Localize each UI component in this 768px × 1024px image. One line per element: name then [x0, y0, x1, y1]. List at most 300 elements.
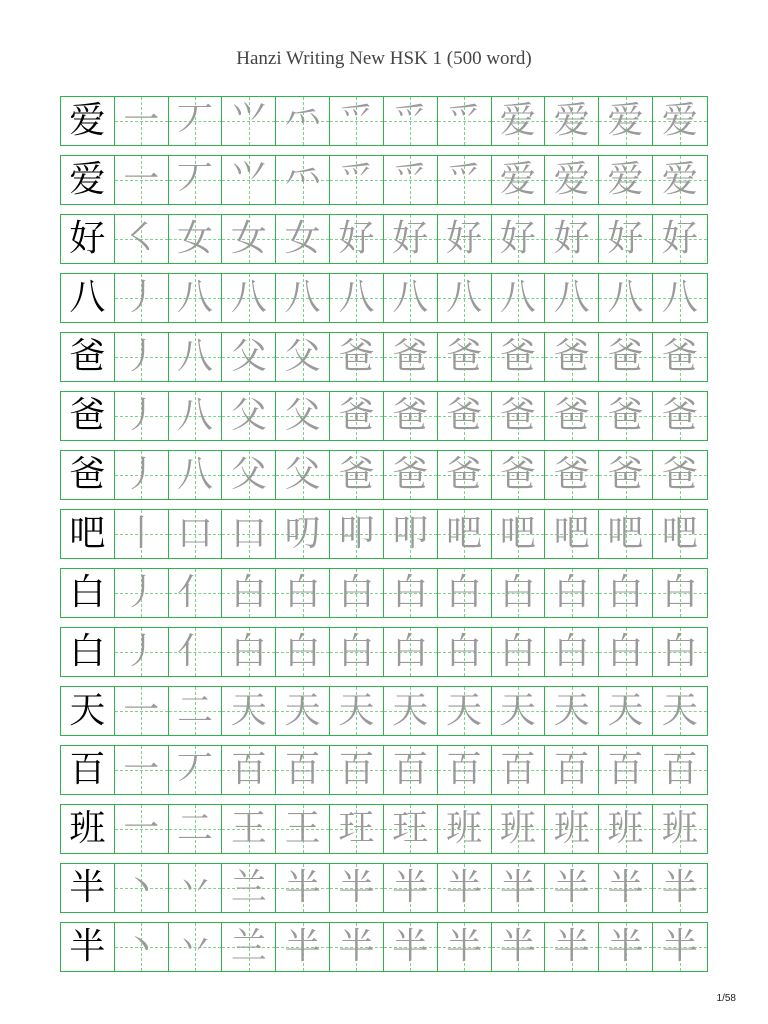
stroke-step-cell: [653, 392, 707, 440]
practice-row: [60, 686, 708, 736]
stroke-step-cell: [115, 97, 169, 145]
stroke-step-cell: [115, 333, 169, 381]
stroke-step-cell: [384, 274, 438, 322]
stroke-step-cell: [169, 569, 223, 617]
stroke-step-glyph: 百: [230, 749, 267, 790]
stroke-step-cell: [384, 333, 438, 381]
stroke-step-cell: [545, 274, 599, 322]
stroke-step-cell: [653, 97, 707, 145]
stroke-step-glyph: 吧: [607, 513, 644, 554]
stroke-step-glyph: 半: [661, 926, 698, 967]
stroke-step-cell: [115, 451, 169, 499]
stroke-step-glyph: 半: [553, 926, 590, 967]
stroke-step-cell: [222, 864, 276, 912]
stroke-step-glyph: 爸: [607, 336, 644, 377]
stroke-step-glyph: 父: [230, 454, 267, 495]
stroke-step-cell: [438, 392, 492, 440]
stroke-step-glyph: 半: [661, 867, 698, 908]
stroke-step-glyph: 天: [446, 690, 483, 731]
stroke-step-cell: [330, 864, 384, 912]
stroke-step-glyph: 爱: [499, 100, 536, 141]
stroke-step-cell: [222, 97, 276, 145]
stroke-step-glyph: 好: [338, 218, 375, 259]
stroke-step-glyph: 爫: [392, 159, 429, 200]
stroke-step-glyph: 爱: [661, 100, 698, 141]
stroke-step-cell: [545, 569, 599, 617]
stroke-step-glyph: 百: [284, 749, 321, 790]
model-character-cell: [61, 274, 115, 322]
stroke-step-cell: [330, 628, 384, 676]
stroke-step-cell: [653, 805, 707, 853]
stroke-step-glyph: 爱: [553, 159, 590, 200]
stroke-step-cell: [115, 569, 169, 617]
stroke-step-cell: [330, 451, 384, 499]
model-character-cell: [61, 805, 115, 853]
stroke-step-cell: [384, 864, 438, 912]
stroke-step-cell: [653, 451, 707, 499]
stroke-step-cell: [599, 274, 653, 322]
stroke-step-glyph: 白: [607, 572, 644, 613]
stroke-step-glyph: 白: [446, 631, 483, 672]
stroke-step-glyph: 半: [553, 867, 590, 908]
stroke-step-cell: [222, 156, 276, 204]
stroke-step-cell: [222, 333, 276, 381]
stroke-step-cell: [276, 392, 330, 440]
stroke-step-cell: [384, 392, 438, 440]
practice-row: [60, 745, 708, 795]
stroke-step-cell: [384, 215, 438, 263]
stroke-step-cell: [115, 687, 169, 735]
stroke-step-cell: [169, 628, 223, 676]
stroke-step-cell: [438, 215, 492, 263]
stroke-step-cell: [169, 333, 223, 381]
stroke-step-cell: [169, 392, 223, 440]
stroke-step-cell: [384, 97, 438, 145]
stroke-step-cell: [276, 156, 330, 204]
practice-row: [60, 804, 708, 854]
stroke-step-glyph: 班: [661, 808, 698, 849]
practice-row: [60, 214, 708, 264]
stroke-step-glyph: 爸: [499, 395, 536, 436]
stroke-step-glyph: 半: [446, 926, 483, 967]
model-character: 爸: [69, 336, 106, 377]
stroke-step-cell: [545, 864, 599, 912]
stroke-step-glyph: 爸: [499, 454, 536, 495]
stroke-step-glyph: 爸: [392, 454, 429, 495]
model-character: 好: [69, 218, 106, 259]
stroke-step-cell: [653, 687, 707, 735]
stroke-step-glyph: 白: [499, 631, 536, 672]
stroke-step-glyph: 班: [499, 808, 536, 849]
stroke-step-glyph: 半: [338, 926, 375, 967]
stroke-step-cell: [276, 569, 330, 617]
stroke-step-cell: [169, 215, 223, 263]
stroke-step-cell: [653, 864, 707, 912]
stroke-step-cell: [276, 274, 330, 322]
stroke-step-cell: [438, 628, 492, 676]
stroke-step-cell: [169, 510, 223, 558]
model-character-cell: [61, 746, 115, 794]
stroke-step-glyph: 丷: [177, 926, 214, 967]
stroke-step-glyph: 百: [553, 749, 590, 790]
stroke-step-cell: [276, 864, 330, 912]
stroke-step-cell: [599, 923, 653, 971]
stroke-step-cell: [115, 923, 169, 971]
model-character-cell: [61, 510, 115, 558]
stroke-step-glyph: 爸: [553, 395, 590, 436]
stroke-step-cell: [222, 687, 276, 735]
stroke-step-glyph: 白: [230, 572, 267, 613]
stroke-step-cell: [169, 805, 223, 853]
stroke-step-glyph: 亻: [177, 631, 214, 672]
stroke-step-cell: [438, 569, 492, 617]
stroke-step-cell: [492, 923, 546, 971]
stroke-step-glyph: 天: [607, 690, 644, 731]
stroke-step-glyph: 百: [499, 749, 536, 790]
stroke-step-glyph: 八: [177, 454, 214, 495]
stroke-step-glyph: 班: [446, 808, 483, 849]
stroke-step-glyph: 王: [230, 808, 267, 849]
stroke-step-glyph: 丿: [123, 277, 160, 318]
stroke-step-glyph: 天: [553, 690, 590, 731]
stroke-step-glyph: 半: [284, 926, 321, 967]
stroke-step-cell: [222, 510, 276, 558]
model-character-cell: [61, 569, 115, 617]
stroke-step-cell: [599, 864, 653, 912]
stroke-step-glyph: 女: [177, 218, 214, 259]
stroke-step-glyph: 叩: [338, 513, 375, 554]
stroke-step-cell: [599, 628, 653, 676]
stroke-step-glyph: 爸: [338, 395, 375, 436]
stroke-step-glyph: 天: [499, 690, 536, 731]
practice-row: [60, 863, 708, 913]
stroke-step-cell: [115, 864, 169, 912]
stroke-step-cell: [169, 451, 223, 499]
stroke-step-glyph: 爸: [338, 336, 375, 377]
model-character: 天: [69, 690, 106, 731]
stroke-step-cell: [599, 156, 653, 204]
stroke-step-glyph: 爸: [661, 395, 698, 436]
stroke-step-cell: [545, 805, 599, 853]
stroke-step-glyph: 爱: [499, 159, 536, 200]
stroke-step-glyph: 白: [607, 631, 644, 672]
stroke-step-glyph: ⺍: [230, 159, 267, 200]
stroke-step-glyph: 天: [392, 690, 429, 731]
stroke-step-cell: [545, 510, 599, 558]
stroke-step-glyph: 天: [230, 690, 267, 731]
stroke-step-glyph: 亻: [177, 572, 214, 613]
stroke-step-glyph: 爸: [661, 454, 698, 495]
practice-grid: [60, 96, 708, 981]
stroke-step-glyph: 爱: [553, 100, 590, 141]
stroke-step-cell: [330, 923, 384, 971]
stroke-step-glyph: 丿: [123, 454, 160, 495]
stroke-step-cell: [545, 97, 599, 145]
stroke-step-cell: [438, 510, 492, 558]
stroke-step-cell: [545, 451, 599, 499]
stroke-step-cell: [330, 687, 384, 735]
stroke-step-cell: [438, 923, 492, 971]
model-character: 白: [69, 572, 106, 613]
stroke-step-cell: [330, 510, 384, 558]
stroke-step-glyph: 白: [661, 631, 698, 672]
stroke-step-glyph: 白: [338, 572, 375, 613]
model-character-cell: [61, 451, 115, 499]
stroke-step-glyph: 一: [123, 159, 160, 200]
stroke-step-cell: [222, 805, 276, 853]
stroke-step-glyph: 叨: [284, 513, 321, 554]
stroke-step-cell: [169, 687, 223, 735]
stroke-step-cell: [115, 156, 169, 204]
stroke-step-glyph: 父: [284, 454, 321, 495]
stroke-step-cell: [222, 923, 276, 971]
stroke-step-glyph: 百: [661, 749, 698, 790]
model-character: 爱: [69, 100, 106, 141]
model-character-cell: [61, 97, 115, 145]
stroke-step-cell: [438, 746, 492, 794]
stroke-step-glyph: 爱: [661, 159, 698, 200]
stroke-step-cell: [545, 333, 599, 381]
stroke-step-glyph: 二: [177, 808, 214, 849]
practice-row: [60, 155, 708, 205]
stroke-step-cell: [276, 805, 330, 853]
stroke-step-glyph: 半: [284, 867, 321, 908]
stroke-step-glyph: 丶: [123, 867, 160, 908]
model-character: 吧: [69, 513, 106, 554]
stroke-step-cell: [599, 392, 653, 440]
stroke-step-cell: [330, 569, 384, 617]
stroke-step-glyph: 白: [284, 572, 321, 613]
stroke-step-glyph: 白: [499, 572, 536, 613]
model-character-cell: [61, 864, 115, 912]
stroke-step-glyph: 好: [446, 218, 483, 259]
stroke-step-cell: [492, 333, 546, 381]
stroke-step-glyph: 爫: [338, 100, 375, 141]
stroke-step-glyph: 百: [338, 749, 375, 790]
stroke-step-cell: [492, 156, 546, 204]
stroke-step-glyph: 吧: [499, 513, 536, 554]
stroke-step-glyph: 半: [607, 867, 644, 908]
stroke-step-glyph: 好: [499, 218, 536, 259]
stroke-step-cell: [276, 628, 330, 676]
stroke-step-glyph: 白: [230, 631, 267, 672]
stroke-step-cell: [330, 156, 384, 204]
stroke-step-glyph: ⺍: [230, 100, 267, 141]
stroke-step-glyph: 白: [661, 572, 698, 613]
stroke-step-glyph: 白: [553, 572, 590, 613]
stroke-step-glyph: 吧: [553, 513, 590, 554]
stroke-step-cell: [169, 156, 223, 204]
stroke-step-glyph: 白: [392, 631, 429, 672]
stroke-step-glyph: 白: [553, 631, 590, 672]
stroke-step-glyph: 女: [284, 218, 321, 259]
stroke-step-glyph: 半: [392, 926, 429, 967]
stroke-step-cell: [492, 687, 546, 735]
stroke-step-glyph: 丆: [177, 100, 214, 141]
stroke-step-cell: [492, 451, 546, 499]
stroke-step-cell: [330, 97, 384, 145]
stroke-step-glyph: 爫: [392, 100, 429, 141]
stroke-step-cell: [222, 746, 276, 794]
stroke-step-cell: [492, 628, 546, 676]
stroke-step-cell: [438, 687, 492, 735]
stroke-step-glyph: 八: [553, 277, 590, 318]
model-character: 班: [69, 808, 106, 849]
model-character-cell: [61, 392, 115, 440]
stroke-step-glyph: 好: [392, 218, 429, 259]
stroke-step-glyph: 爸: [338, 454, 375, 495]
stroke-step-glyph: 父: [284, 336, 321, 377]
stroke-step-glyph: 爸: [499, 336, 536, 377]
stroke-step-glyph: 吧: [661, 513, 698, 554]
stroke-step-cell: [653, 746, 707, 794]
stroke-step-cell: [276, 451, 330, 499]
stroke-step-cell: [222, 569, 276, 617]
stroke-step-cell: [545, 628, 599, 676]
stroke-step-cell: [222, 628, 276, 676]
stroke-step-glyph: 口: [230, 513, 267, 554]
model-character: 半: [69, 867, 106, 908]
stroke-step-cell: [545, 156, 599, 204]
stroke-step-cell: [438, 333, 492, 381]
stroke-step-cell: [330, 746, 384, 794]
stroke-step-glyph: 爱: [607, 100, 644, 141]
model-character: 八: [69, 277, 106, 318]
stroke-step-glyph: 爸: [392, 395, 429, 436]
practice-row: [60, 273, 708, 323]
stroke-step-glyph: 玨: [392, 808, 429, 849]
page-number: 1/58: [716, 993, 736, 1004]
stroke-step-glyph: 丿: [123, 395, 160, 436]
stroke-step-cell: [115, 746, 169, 794]
stroke-step-cell: [599, 687, 653, 735]
stroke-step-glyph: 爸: [446, 454, 483, 495]
model-character-cell: [61, 156, 115, 204]
stroke-step-cell: [492, 805, 546, 853]
stroke-step-glyph: 八: [284, 277, 321, 318]
stroke-step-cell: [599, 97, 653, 145]
stroke-step-cell: [599, 805, 653, 853]
model-character: 爸: [69, 454, 106, 495]
stroke-step-glyph: 八: [177, 336, 214, 377]
model-character-cell: [61, 923, 115, 971]
model-character-cell: [61, 687, 115, 735]
stroke-step-glyph: 二: [177, 690, 214, 731]
stroke-step-cell: [330, 215, 384, 263]
stroke-step-glyph: 口: [177, 513, 214, 554]
stroke-step-glyph: 丿: [123, 336, 160, 377]
stroke-step-glyph: 天: [338, 690, 375, 731]
stroke-step-cell: [115, 392, 169, 440]
practice-row: [60, 509, 708, 559]
stroke-step-glyph: 半: [446, 867, 483, 908]
stroke-step-cell: [653, 156, 707, 204]
stroke-step-cell: [276, 333, 330, 381]
stroke-step-glyph: 半: [607, 926, 644, 967]
stroke-step-cell: [115, 215, 169, 263]
model-character: 百: [69, 749, 106, 790]
stroke-step-cell: [115, 510, 169, 558]
stroke-step-cell: [384, 923, 438, 971]
stroke-step-cell: [653, 569, 707, 617]
stroke-step-glyph: 父: [284, 395, 321, 436]
stroke-step-glyph: 八: [392, 277, 429, 318]
stroke-step-cell: [222, 451, 276, 499]
stroke-step-glyph: 兰: [230, 926, 267, 967]
stroke-step-glyph: 天: [284, 690, 321, 731]
stroke-step-glyph: 丷: [177, 867, 214, 908]
stroke-step-glyph: 一: [123, 749, 160, 790]
stroke-step-glyph: 爸: [553, 454, 590, 495]
stroke-step-glyph: 爸: [607, 454, 644, 495]
stroke-step-cell: [653, 628, 707, 676]
stroke-step-glyph: 爸: [446, 395, 483, 436]
stroke-step-cell: [222, 215, 276, 263]
practice-row: [60, 391, 708, 441]
stroke-step-cell: [599, 746, 653, 794]
model-character-cell: [61, 333, 115, 381]
stroke-step-glyph: 八: [177, 277, 214, 318]
stroke-step-glyph: 白: [284, 631, 321, 672]
stroke-step-glyph: 八: [499, 277, 536, 318]
stroke-step-cell: [115, 274, 169, 322]
stroke-step-glyph: 白: [446, 572, 483, 613]
stroke-step-cell: [492, 510, 546, 558]
stroke-step-glyph: 丆: [177, 159, 214, 200]
stroke-step-glyph: 好: [553, 218, 590, 259]
stroke-step-cell: [384, 156, 438, 204]
stroke-step-glyph: 爸: [661, 336, 698, 377]
stroke-step-glyph: 八: [607, 277, 644, 318]
stroke-step-glyph: 爫: [446, 100, 483, 141]
stroke-step-cell: [599, 569, 653, 617]
stroke-step-cell: [169, 746, 223, 794]
stroke-step-cell: [169, 923, 223, 971]
stroke-step-glyph: 爫: [338, 159, 375, 200]
stroke-step-glyph: 爸: [607, 395, 644, 436]
stroke-step-cell: [384, 569, 438, 617]
stroke-step-glyph: 丿: [123, 572, 160, 613]
stroke-step-cell: [330, 392, 384, 440]
stroke-step-cell: [438, 805, 492, 853]
stroke-step-cell: [330, 333, 384, 381]
practice-row: [60, 627, 708, 677]
stroke-step-cell: [438, 97, 492, 145]
stroke-step-glyph: 一: [123, 690, 160, 731]
stroke-step-glyph: 百: [392, 749, 429, 790]
stroke-step-glyph: 白: [338, 631, 375, 672]
stroke-step-cell: [384, 510, 438, 558]
stroke-step-cell: [169, 864, 223, 912]
stroke-step-cell: [492, 274, 546, 322]
stroke-step-glyph: 一: [123, 808, 160, 849]
model-character-cell: [61, 628, 115, 676]
stroke-step-cell: [599, 333, 653, 381]
stroke-step-cell: [276, 215, 330, 263]
model-character: 爸: [69, 395, 106, 436]
stroke-step-glyph: 丿: [123, 631, 160, 672]
stroke-step-cell: [545, 687, 599, 735]
stroke-step-glyph: 父: [230, 395, 267, 436]
stroke-step-glyph: 好: [661, 218, 698, 259]
stroke-step-cell: [276, 687, 330, 735]
stroke-step-glyph: 叩: [392, 513, 429, 554]
stroke-step-glyph: 爸: [446, 336, 483, 377]
stroke-step-cell: [492, 569, 546, 617]
stroke-step-cell: [653, 215, 707, 263]
stroke-step-glyph: 白: [392, 572, 429, 613]
practice-row: [60, 96, 708, 146]
